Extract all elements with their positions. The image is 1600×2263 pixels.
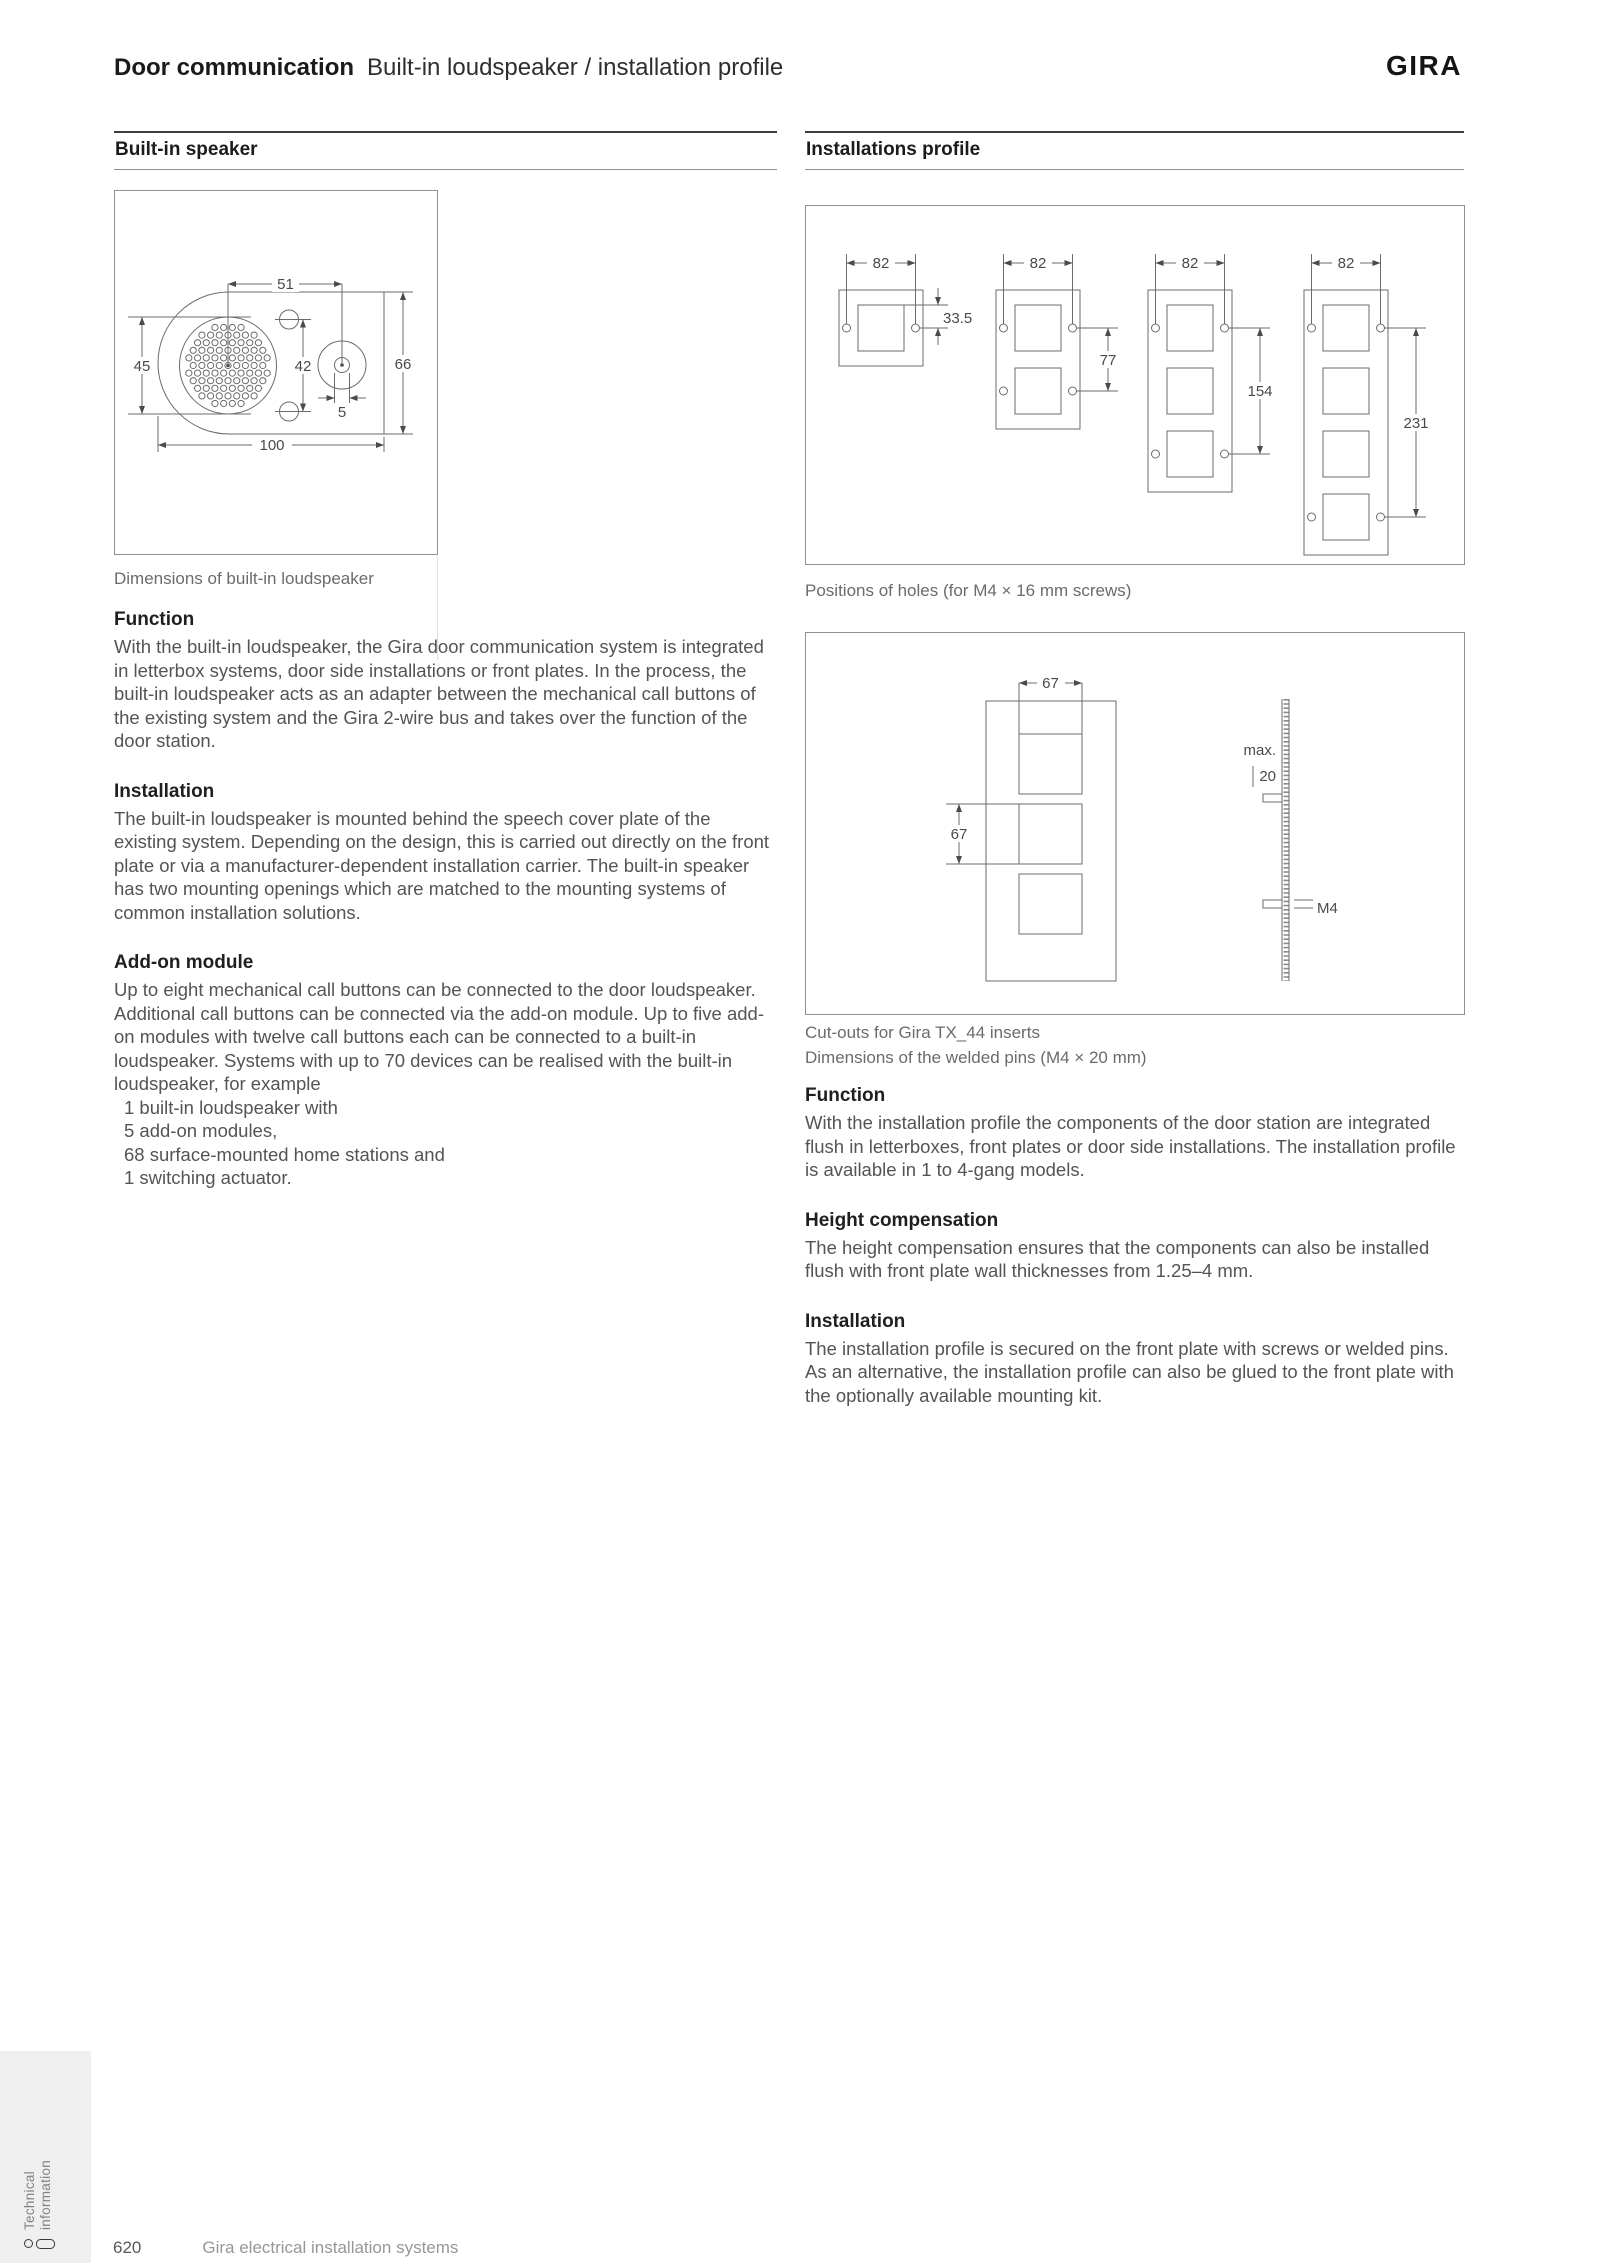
section-header-built-in-speaker: Built-in speaker <box>114 131 777 170</box>
cutouts-drawing <box>806 633 1462 1012</box>
profile-1-gang <box>839 254 972 366</box>
heading-height-compensation: Height compensation <box>805 1209 999 1231</box>
svg-text:82: 82 <box>1029 255 1047 272</box>
svg-text:82: 82 <box>1181 255 1199 272</box>
profile-3-gang <box>1148 254 1277 492</box>
svg-text:33.5: 33.5 <box>943 310 973 327</box>
svg-text:67: 67 <box>950 826 968 843</box>
icon-pill <box>36 2239 55 2249</box>
page-title-subtitle: Built-in loudspeaker / installation profile <box>367 54 784 81</box>
heading-installation-left: Installation <box>114 780 215 802</box>
paragraph-function-right: With the installation profile the components of the door station are integrated flush in letterboxes, front plates or door side installations. The installation profile is available in 1 to 4-gang models. <box>805 1112 1456 1180</box>
figure-loudspeaker-dimensions <box>114 190 438 555</box>
paragraph-installation-left: The built-in loudspeaker is mounted behind the speech cover plate of the existing system. Depending on the design, this is carried out directly on the front plate or via a manufacturer-dependent installation carrier. The built-in speaker has two mounting openings which are matched to the mounting systems of common installation solutions. <box>114 807 770 923</box>
pin-side-view <box>1243 699 1337 981</box>
technical-information-icon <box>22 2239 55 2249</box>
svg-text:20: 20 <box>1259 768 1276 785</box>
page-title-category: Door communication <box>114 54 355 81</box>
loudspeaker-dimension-drawing <box>115 191 435 552</box>
footer-text: Gira electrical installation systems <box>202 2238 459 2257</box>
svg-text:max.: max. <box>1243 742 1276 759</box>
svg-text:66: 66 <box>394 356 412 373</box>
figure-cutouts-welded-pins <box>805 632 1465 1015</box>
right-text-column <box>805 1084 1463 1434</box>
icon-dot <box>24 2240 33 2249</box>
svg-text:42: 42 <box>294 358 312 375</box>
left-text-column <box>114 608 776 1217</box>
section-header-installations-profile: Installations profile <box>805 131 1464 170</box>
heading-add-on-module: Add-on module <box>114 952 254 973</box>
figure-caption-loudspeaker: Dimensions of built-in loudspeaker <box>114 569 374 588</box>
heading-function-left: Function <box>114 609 195 630</box>
cutout-front-view <box>945 675 1116 981</box>
svg-text:82: 82 <box>872 255 890 272</box>
heading-function-right: Function <box>805 1085 886 1106</box>
dim-66 <box>384 292 417 434</box>
paragraph-height-compensation: The height compensation ensures that the components can also be installed flush with front plate wall thicknesses from 1.25–4 mm. <box>805 1236 1430 1281</box>
heading-installation-right: Installation <box>805 1310 906 1332</box>
dim-51 <box>228 276 342 366</box>
page-number: 620 <box>113 2238 142 2257</box>
svg-text:67: 67 <box>1042 675 1059 692</box>
svg-text:82: 82 <box>1337 255 1355 272</box>
gira-logo: GIRA <box>1386 50 1462 81</box>
hole-positions-drawing <box>806 206 1462 562</box>
dim-45 <box>128 317 251 414</box>
caption-cutouts-line2: Dimensions of the welded pins (M4 × 20 mm) <box>805 1048 1147 1067</box>
svg-text:51: 51 <box>277 276 294 293</box>
dim-5 <box>318 373 366 421</box>
svg-text:77: 77 <box>1099 352 1117 369</box>
svg-text:45: 45 <box>133 358 151 375</box>
list-item: 1 switching actuator. <box>124 1167 292 1188</box>
dim-100 <box>158 416 384 454</box>
list-item: 1 built-in loudspeaker with <box>124 1096 338 1118</box>
profile-2-gang <box>996 254 1122 429</box>
chapter-tab-label: Technical information <box>22 2159 53 2230</box>
svg-text:231: 231 <box>1403 415 1429 432</box>
page-title <box>114 54 783 82</box>
figure-caption-cutouts <box>805 1020 1147 1070</box>
caption-cutouts-line1: Cut-outs for Gira TX_44 inserts <box>805 1023 1040 1042</box>
footer <box>113 2238 458 2258</box>
list-item: 68 surface-mounted home stations and <box>124 1143 445 1165</box>
profile-4-gang <box>1304 254 1433 555</box>
welded-pin-bottom <box>1263 900 1282 908</box>
dim-42 <box>275 320 317 412</box>
paragraph-installation-right: The installation profile is secured on the front plate with screws or welded pins. As an alternative, the installation profile can also be glued to the front plate with the optionally available mounting kit. <box>805 1337 1454 1406</box>
svg-text:M4: M4 <box>1317 900 1338 917</box>
svg-text:100: 100 <box>259 437 285 454</box>
svg-text:5: 5 <box>337 404 347 421</box>
svg-text:154: 154 <box>1247 383 1273 400</box>
list-item: 5 add-on modules, <box>124 1120 278 1141</box>
figure-hole-positions <box>805 205 1465 565</box>
welded-pin-top <box>1263 794 1282 802</box>
figure-caption-hole-positions: Positions of holes (for M4 × 16 mm screws) <box>805 581 1132 600</box>
paragraph-function-left: With the built-in loudspeaker, the Gira door communication system is integrated in letterbox systems, door side installations or front plates. In the process, the built-in loudspeaker acts as an adapter between the mechanical call buttons of the existing system and the Gira 2-wire bus and takes over the function of the door station. <box>114 636 764 751</box>
example-device-list <box>114 1096 776 1190</box>
paragraph-add-on-module: Up to eight mechanical call buttons can be connected to the door loudspeaker. Additional call buttons can be connected via the add-on module. Up to five add-on modules with twelve call buttons each can be connected to a built-in loudspeaker. Systems with up to 70 devices can be realised with the built-in loudspeaker, for example <box>114 979 764 1094</box>
